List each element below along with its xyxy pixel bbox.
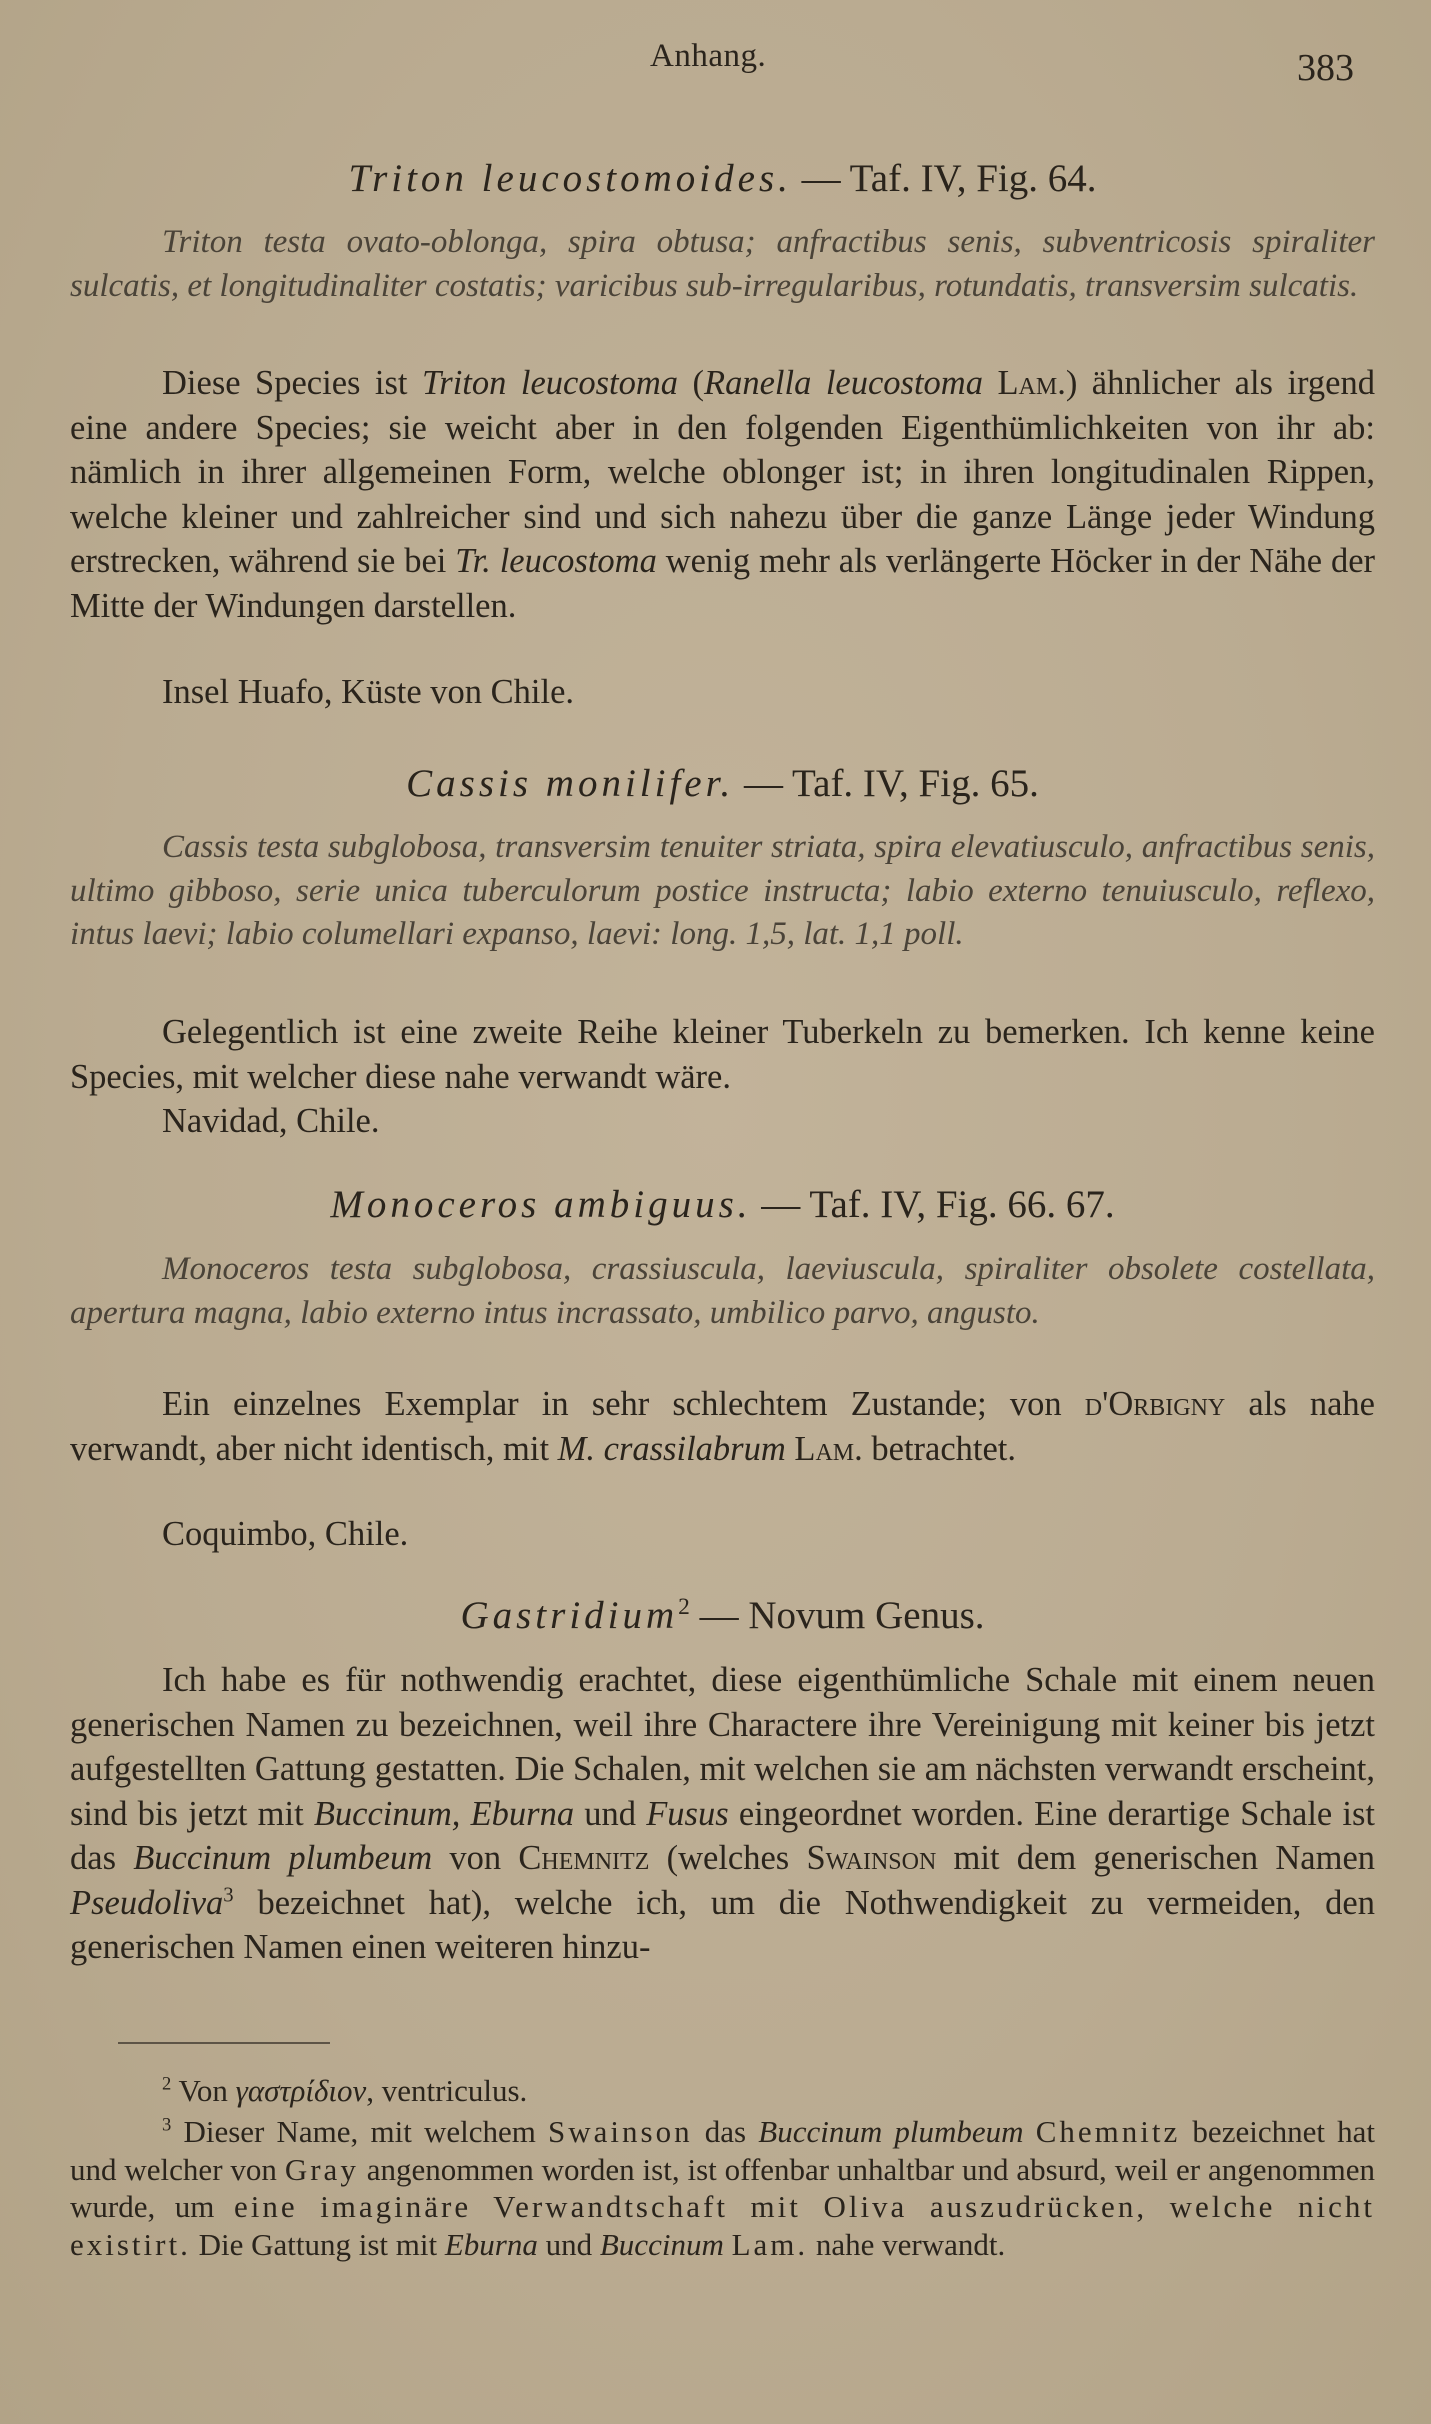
description-gastridium <box>70 1658 1375 1970</box>
text: ( <box>678 364 705 402</box>
text: betrachtet. <box>862 1429 1016 1468</box>
species-name: Triton leucostomoides. <box>348 157 792 200</box>
text <box>724 2227 732 2262</box>
footnote-divider <box>118 2042 330 2044</box>
text: wenig mehr als verlängerte Höcker in der Nähe der Mitte der Windungen darstellen. <box>70 542 1375 625</box>
footnote-3 <box>70 2113 1375 2263</box>
locality-monoceros: Coquimbo, Chile. <box>162 1515 409 1553</box>
species-name: Monoceros ambiguus. <box>330 1183 752 1226</box>
footnote-marker: 2 <box>678 1594 690 1620</box>
page-number: 383 <box>1297 47 1354 89</box>
plate-reference: — Taf. IV, Fig. 66. 67. <box>751 1183 1115 1226</box>
description-triton <box>70 361 1375 628</box>
author-name: Lam. <box>997 364 1066 402</box>
footnote-2 <box>70 2072 1375 2110</box>
author-name: Chemnitz <box>518 1839 650 1877</box>
section-heading-gastridium <box>70 1591 1375 1641</box>
section-heading-triton <box>70 154 1375 204</box>
author-name: Chemnitz <box>1035 2114 1181 2149</box>
text: von <box>432 1839 519 1877</box>
footnote-marker: 3 <box>223 1884 234 1906</box>
section-heading-cassis <box>70 759 1375 809</box>
author-name: Swainson <box>548 2114 693 2149</box>
description-cassis: Gelegentlich ist eine zweite Reihe kleiner Tuberkeln zu bemerken. Ich kenne keine Species, mit welcher diese nahe verwandt wäre. <box>70 1013 1375 1096</box>
text <box>983 364 998 402</box>
text: und <box>574 1794 647 1833</box>
section-heading-monoceros <box>70 1180 1375 1230</box>
text: , ventriculus. <box>366 2073 528 2108</box>
text: als nahe verwandt, aber nicht identisch, mit <box>70 1385 1375 1468</box>
diagnosis-monoceros: Monoceros testa subglobosa, crassiuscula, laeviuscula, spiraliter obsolete costellata, apertura magna, labio externo intus incrassato, umbilico parvo, angusto. <box>70 1251 1375 1331</box>
locality-triton: Insel Huafo, Küste von Chile. <box>162 673 575 711</box>
text: Die Gattung ist mit <box>190 2226 445 2262</box>
taxon-name: Buccinum <box>599 2226 724 2262</box>
author-name: Gray <box>284 2151 359 2187</box>
text: eingeordnet worden. Eine derartige Schale ist das <box>70 1794 1375 1877</box>
text: Dieser Name, mit welchem <box>171 2114 549 2149</box>
genus-note: — Novum Genus. <box>689 1594 985 1637</box>
taxon-name: Buccinum plumbeum <box>133 1839 433 1877</box>
taxon-name: Buccinum plumbeum <box>758 2114 1024 2149</box>
text: Von <box>171 2073 236 2108</box>
text: (welches <box>649 1839 807 1877</box>
taxon-name: Ranella leucostoma <box>704 364 983 402</box>
author-name: Lam. <box>731 2226 809 2262</box>
taxon-name: Tr. leucostoma <box>455 542 657 580</box>
description-monoceros <box>70 1382 1375 1471</box>
taxon-name: Fusus <box>646 1794 729 1833</box>
taxon-name: Pseudoliva <box>70 1883 224 1922</box>
text: das <box>692 2114 759 2149</box>
author-name: Lam. <box>794 1429 863 1468</box>
author-name: d'Orbigny <box>1084 1385 1226 1423</box>
text <box>1024 2114 1036 2149</box>
genus-name: Gastridium <box>460 1594 679 1637</box>
greek-word: γαστρίδιον <box>235 2073 367 2108</box>
text: mit dem generischen Namen <box>936 1839 1376 1877</box>
running-title: Anhang. <box>650 38 767 74</box>
author-name: Swainson <box>806 1839 937 1877</box>
plate-reference: — Taf. IV, Fig. 65. <box>734 762 1039 805</box>
text: bezeichnet hat), welche ich, um die Nothwendigkeit zu vermeiden, den generischen Namen einen weiteren hinzu- <box>70 1883 1375 1966</box>
text: und <box>537 2226 600 2262</box>
locality-cassis: Navidad, Chile. <box>162 1102 380 1140</box>
diagnosis-triton: Triton testa ovato-oblonga, spira obtusa; anfractibus senis, subventricosis spiraliter sulcatis, et longitudinaliter costatis; varicibus sub-irregularibus, rotundatis, transversim sulcatis. <box>70 224 1375 304</box>
taxon-name: Buccinum, Eburna <box>313 1794 575 1833</box>
text: Diese Species ist <box>162 364 423 402</box>
text: nahe verwandt. <box>808 2226 1006 2262</box>
diagnosis-cassis: Cassis testa subglobosa, transversim tenuiter striata, spira elevatiusculo, anfractibus senis, ultimo gibboso, serie unica tuberculorum postice instructa; labio externo tenuiusculo, reflexo, intus laevi; labio columellari expanso, laevi: long. 1,5, lat. 1,1 poll. <box>70 829 1375 952</box>
footnote-number: 2 <box>162 2073 172 2095</box>
text: bezeichnet hat und welcher von <box>70 2114 1375 2187</box>
text: Ich habe es für nothwendig erachtet, diese eigenthümliche Schale mit einem neuen generischen Namen zu bezeichnen, weil ihre Charactere ihre Vereinigung mit keiner bis jetzt aufgestellten Gattung gestatten. Die Schalen, mit welchen sie am nächsten verwandt erscheint, sind bis jetzt mit <box>70 1661 1375 1833</box>
text: angenommen worden ist, ist offenbar unhaltbar und absurd, weil er angenommen wurde, um <box>70 2151 1375 2224</box>
taxon-name: Triton leucostoma <box>422 364 679 402</box>
footnote-number: 3 <box>162 2114 172 2136</box>
taxon-name: Eburna <box>444 2226 538 2262</box>
plate-reference: — Taf. IV, Fig. 64. <box>791 157 1097 200</box>
text: ) ähnlicher als irgend eine andere Species; sie weicht aber in den folgenden Eigenthümlichkeiten von ihr ab: nämlich in ihrer allgemeinen Form, welche oblonger ist; in ihren longitudinalen Rippen, welche kleiner und zahlreicher sind und sich nahezu über die ganze Länge jeder Windung erstrecken, während sie bei <box>70 364 1375 580</box>
text: Ein einzelnes Exemplar in sehr schlechtem Zustande; von <box>162 1385 1085 1423</box>
taxon-name: M. crassilabrum <box>557 1429 786 1468</box>
species-name: Cassis monilifer. <box>406 762 735 805</box>
emphasized-text: eine imaginäre Verwandtschaft mit Oliva auszudrücken, welche nicht existirt. <box>70 2189 1375 2262</box>
